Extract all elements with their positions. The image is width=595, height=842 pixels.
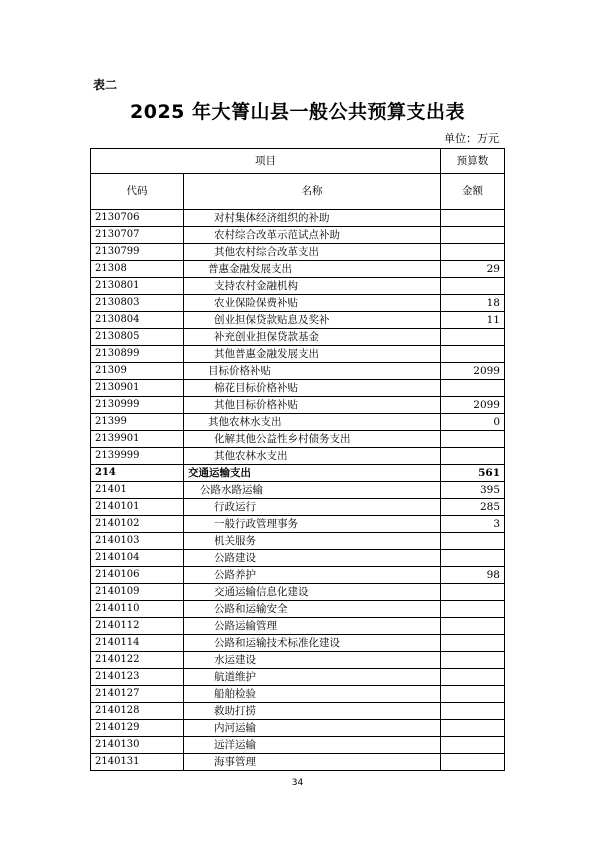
table-row xyxy=(91,210,505,227)
row-amount xyxy=(441,720,505,737)
table-row xyxy=(91,703,505,720)
row-name: 交通运输信息化建设 xyxy=(184,584,441,601)
row-name: 补充创业担保贷款基金 xyxy=(184,329,441,346)
row-name: 目标价格补贴 xyxy=(184,363,441,380)
table-row xyxy=(91,380,505,397)
row-code: 2140129 xyxy=(91,720,184,737)
row-amount: 285 xyxy=(441,499,505,516)
table-row xyxy=(91,601,505,618)
row-amount xyxy=(441,431,505,448)
row-name: 行政运行 xyxy=(184,499,441,516)
table-row xyxy=(91,737,505,754)
row-code: 2130803 xyxy=(91,295,184,312)
row-amount xyxy=(441,550,505,567)
table-row xyxy=(91,720,505,737)
table-row xyxy=(91,516,505,533)
row-code: 2130706 xyxy=(91,210,184,227)
row-name: 支持农村金融机构 xyxy=(184,278,441,295)
row-code: 2140102 xyxy=(91,516,184,533)
table-row xyxy=(91,669,505,686)
table-row xyxy=(91,465,505,482)
table-row xyxy=(91,584,505,601)
row-name: 其他普惠金融发展支出 xyxy=(184,346,441,363)
row-amount xyxy=(441,686,505,703)
row-code: 2130804 xyxy=(91,312,184,329)
row-amount xyxy=(441,754,505,771)
table-row xyxy=(91,754,505,771)
table-row xyxy=(91,499,505,516)
row-name: 远洋运输 xyxy=(184,737,441,754)
table-row xyxy=(91,329,505,346)
row-code: 2140110 xyxy=(91,601,184,618)
header-row-2 xyxy=(91,174,505,210)
row-amount xyxy=(441,448,505,465)
row-code: 2140109 xyxy=(91,584,184,601)
row-name: 公路和运输安全 xyxy=(184,601,441,618)
table-row xyxy=(91,686,505,703)
table-row xyxy=(91,448,505,465)
table-row xyxy=(91,482,505,499)
header-code: 代码 xyxy=(91,174,184,210)
row-amount: 561 xyxy=(441,465,505,482)
row-name: 公路建设 xyxy=(184,550,441,567)
table-row xyxy=(91,346,505,363)
row-name: 对村集体经济组织的补助 xyxy=(184,210,441,227)
row-code: 2140131 xyxy=(91,754,184,771)
row-amount: 3 xyxy=(441,516,505,533)
row-amount xyxy=(441,244,505,261)
row-amount xyxy=(441,618,505,635)
row-name: 机关服务 xyxy=(184,533,441,550)
row-name: 海事管理 xyxy=(184,754,441,771)
row-name: 其他目标价格补贴 xyxy=(184,397,441,414)
row-code: 2140122 xyxy=(91,652,184,669)
row-name: 公路养护 xyxy=(184,567,441,584)
row-name: 一般行政管理事务 xyxy=(184,516,441,533)
table-row xyxy=(91,312,505,329)
page-number: 34 xyxy=(291,778,304,788)
row-code: 2140130 xyxy=(91,737,184,754)
table-row xyxy=(91,635,505,652)
table-row xyxy=(91,363,505,380)
table-number: 表二 xyxy=(93,78,118,92)
row-amount xyxy=(441,669,505,686)
row-code: 21399 xyxy=(91,414,184,431)
row-amount xyxy=(441,652,505,669)
table-row xyxy=(91,295,505,312)
row-name: 救助打捞 xyxy=(184,703,441,720)
row-code: 2130799 xyxy=(91,244,184,261)
table-row xyxy=(91,397,505,414)
row-code: 2140127 xyxy=(91,686,184,703)
row-name: 公路运输管理 xyxy=(184,618,441,635)
page-title: 2025 年大箐山县一般公共预算支出表 xyxy=(130,101,465,123)
table-row xyxy=(91,261,505,278)
header-amount: 金额 xyxy=(441,174,505,210)
row-amount: 18 xyxy=(441,295,505,312)
row-name: 交通运输支出 xyxy=(184,465,441,482)
row-code: 2130901 xyxy=(91,380,184,397)
row-amount xyxy=(441,533,505,550)
unit-label: 单位：万元 xyxy=(444,132,499,145)
row-code: 21309 xyxy=(91,363,184,380)
header-budget-count: 预算数 xyxy=(441,149,505,174)
row-name: 其他农林水支出 xyxy=(184,414,441,431)
table-row xyxy=(91,533,505,550)
row-name: 水运建设 xyxy=(184,652,441,669)
row-amount xyxy=(441,601,505,618)
row-code: 2140114 xyxy=(91,635,184,652)
row-amount xyxy=(441,227,505,244)
row-name: 其他农林水支出 xyxy=(184,448,441,465)
table-row xyxy=(91,414,505,431)
row-amount xyxy=(441,329,505,346)
table-row xyxy=(91,550,505,567)
row-code: 2139999 xyxy=(91,448,184,465)
row-code: 2130707 xyxy=(91,227,184,244)
row-amount xyxy=(441,703,505,720)
row-name: 普惠金融发展支出 xyxy=(184,261,441,278)
row-amount: 2099 xyxy=(441,397,505,414)
row-amount xyxy=(441,635,505,652)
row-code: 2140112 xyxy=(91,618,184,635)
table-row xyxy=(91,618,505,635)
row-name: 农村综合改革示范试点补助 xyxy=(184,227,441,244)
row-amount: 11 xyxy=(441,312,505,329)
row-code: 2140128 xyxy=(91,703,184,720)
row-amount xyxy=(441,584,505,601)
row-name: 创业担保贷款贴息及奖补 xyxy=(184,312,441,329)
row-code: 2140103 xyxy=(91,533,184,550)
row-name: 公路和运输技术标准化建设 xyxy=(184,635,441,652)
row-name: 航道维护 xyxy=(184,669,441,686)
row-code: 21401 xyxy=(91,482,184,499)
row-name: 船舶检验 xyxy=(184,686,441,703)
row-name: 化解其他公益性乡村债务支出 xyxy=(184,431,441,448)
table-row xyxy=(91,227,505,244)
row-amount xyxy=(441,737,505,754)
row-amount: 29 xyxy=(441,261,505,278)
row-code: 2140101 xyxy=(91,499,184,516)
row-name: 内河运输 xyxy=(184,720,441,737)
row-code: 2140123 xyxy=(91,669,184,686)
budget-table xyxy=(90,148,505,771)
table-row xyxy=(91,278,505,295)
row-amount: 98 xyxy=(441,567,505,584)
row-code: 2140106 xyxy=(91,567,184,584)
row-amount: 395 xyxy=(441,482,505,499)
row-code: 2130805 xyxy=(91,329,184,346)
row-amount xyxy=(441,380,505,397)
table-row xyxy=(91,567,505,584)
table-row xyxy=(91,652,505,669)
row-name: 公路水路运输 xyxy=(184,482,441,499)
table-row xyxy=(91,244,505,261)
row-amount xyxy=(441,210,505,227)
row-code: 2130999 xyxy=(91,397,184,414)
row-amount xyxy=(441,346,505,363)
row-amount xyxy=(441,278,505,295)
row-code: 214 xyxy=(91,465,184,482)
header-row-1 xyxy=(91,149,505,174)
row-name: 其他农村综合改革支出 xyxy=(184,244,441,261)
header-project: 项目 xyxy=(91,149,441,174)
table-row xyxy=(91,431,505,448)
row-code: 21308 xyxy=(91,261,184,278)
header-name: 名称 xyxy=(184,174,441,210)
row-code: 2139901 xyxy=(91,431,184,448)
row-name: 农业保险保费补贴 xyxy=(184,295,441,312)
row-amount: 0 xyxy=(441,414,505,431)
row-name: 棉花目标价格补贴 xyxy=(184,380,441,397)
row-amount: 2099 xyxy=(441,363,505,380)
row-code: 2130801 xyxy=(91,278,184,295)
row-code: 2140104 xyxy=(91,550,184,567)
row-code: 2130899 xyxy=(91,346,184,363)
